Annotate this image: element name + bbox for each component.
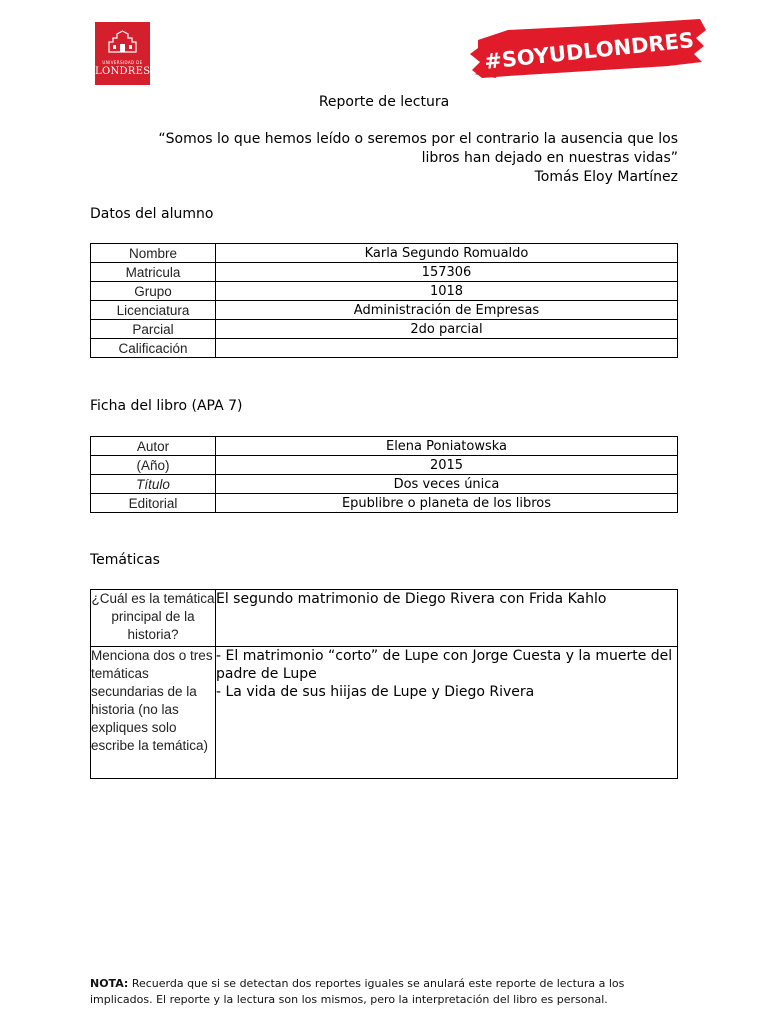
field-label-matricula: Matricula [91,263,216,282]
university-crest-icon [107,30,138,55]
logo-text-main: LONDRES [95,66,151,77]
field-value-calificacion[interactable] [216,339,678,358]
table-row [91,647,678,779]
table-row [91,282,678,301]
table-row [91,244,678,263]
table-row [91,339,678,358]
table-row [91,320,678,339]
hashtag-banner [468,18,710,80]
epigraph-quote [78,130,678,187]
banner-text: #SOYUDLONDRES [483,28,696,74]
quote-line-2: libros han dejado en nuestras vidas” [421,150,678,166]
field-label-calificacion: Calificación [91,339,216,358]
field-value-grupo[interactable]: 1018 [216,282,678,301]
field-label-parcial: Parcial [91,320,216,339]
table-row [91,475,678,494]
table-row [91,456,678,475]
note-text: Recuerda que si se detectan dos reportes iguales se anulará este reporte de lectura a los implicados. El reporte y la lectura son los mismos, pero la interpretación del libro es personal. [90,977,625,1006]
quote-author: Tomás Eloy Martínez [534,169,678,185]
quote-line-1: “Somos lo que hemos leído o seremos por el contrario la ausencia que los [158,131,678,147]
field-value-anio[interactable]: 2015 [216,456,678,475]
table-row [91,494,678,513]
field-value-matricula[interactable]: 157306 [216,263,678,282]
answer-main-theme[interactable]: El segundo matrimonio de Diego Rivera con Frida Kahlo [216,590,678,647]
table-row [91,590,678,647]
student-data-table [90,243,678,358]
table-row [91,437,678,456]
field-label-autor: Autor [91,437,216,456]
answer-secondary-themes[interactable] [216,647,678,779]
themes-table [90,589,678,779]
footer-note [90,976,650,1008]
field-label-nombre: Nombre [91,244,216,263]
field-value-nombre[interactable]: Karla Segundo Romualdo [216,244,678,263]
secondary-theme-1: - El matrimonio “corto” de Lupe con Jorge Cuesta y la muerte del padre de Lupe [216,648,673,682]
book-data-table [90,436,678,513]
university-logo [95,22,150,85]
field-label-editorial: Editorial [91,494,216,513]
note-label: NOTA: [90,977,129,990]
section-title-alumno: Datos del alumno [90,206,214,222]
field-value-titulo[interactable]: Dos veces única [216,475,678,494]
table-row [91,263,678,282]
field-label-anio: (Año) [91,456,216,475]
logo-text-top: UNIVERSIDAD DE [102,60,143,65]
field-label-grupo: Grupo [91,282,216,301]
field-value-editorial[interactable]: Epublibre o planeta de los libros [216,494,678,513]
table-row [91,301,678,320]
field-label-licenciatura: Licenciatura [91,301,216,320]
field-label-titulo: Título [91,475,216,494]
secondary-theme-2: - La vida de sus hiijas de Lupe y Diego Rivera [216,684,535,700]
report-title: Reporte de lectura [318,94,450,110]
field-value-licenciatura[interactable]: Administración de Empresas [216,301,678,320]
section-title-tematicas: Temáticas [90,552,160,568]
field-value-autor[interactable]: Elena Poniatowska [216,437,678,456]
question-main-theme: ¿Cuál es la temática principal de la historia? [91,590,216,647]
field-value-parcial[interactable]: 2do parcial [216,320,678,339]
section-title-libro: Ficha del libro (APA 7) [90,398,243,414]
question-secondary-themes: Menciona dos o tres temáticas secundarias de la historia (no las expliques solo escribe la temática) [91,647,216,779]
